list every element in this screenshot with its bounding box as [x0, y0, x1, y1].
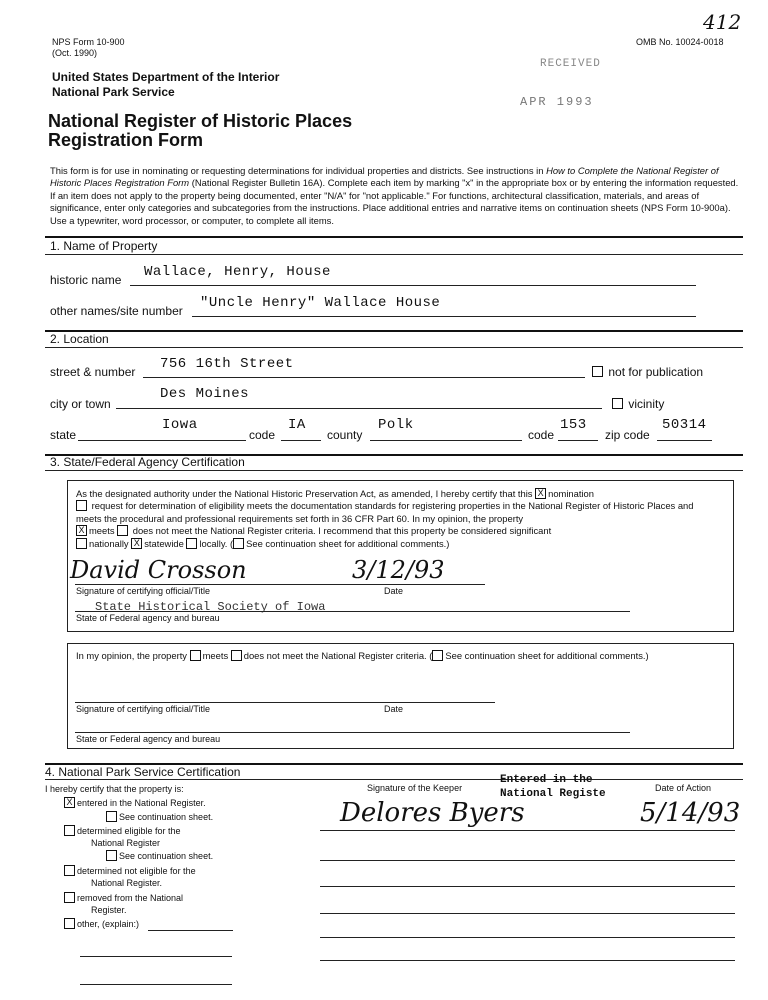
other-names-line	[192, 316, 696, 317]
zip-label: zip code	[605, 428, 650, 442]
option-not-eligible-cont: National Register.	[91, 878, 163, 888]
section2-underline	[45, 347, 743, 348]
other-names-field[interactable]: "Uncle Henry" Wallace House	[200, 295, 441, 311]
option-eligible-see-cont[interactable]: See continuation sheet.	[106, 851, 213, 862]
state-field[interactable]: Iowa	[162, 417, 198, 433]
locally-checkbox[interactable]	[186, 538, 197, 549]
section3-heading: 3. State/Federal Agency Certification	[50, 455, 245, 469]
action-date-handwritten: 5/14/93	[640, 798, 741, 828]
keeper-label: Signature of the Keeper	[367, 783, 463, 793]
option-eligible-cont: National Register	[91, 838, 161, 848]
option-removed-cont: Register.	[91, 905, 127, 915]
agency-field[interactable]: State Historical Society of Iowa	[95, 600, 326, 614]
section4-underline	[45, 779, 743, 780]
meets-checkbox[interactable]: X	[76, 525, 87, 536]
street-line	[143, 377, 585, 378]
keeper-line-4	[320, 913, 735, 914]
received-stamp: RECEIVED	[540, 58, 601, 70]
option-entered-see-cont[interactable]: See continuation sheet.	[106, 812, 213, 823]
state-line	[78, 440, 246, 441]
date-of-action-label: Date of Action	[655, 783, 712, 793]
form-date: (Oct. 1990)	[52, 48, 98, 58]
intro-paragraph: This form is for use in nominating or requesting determinations for individual properties and districts. See instructions in How to Complete the National Register of Historic Places Registration Form (National Register Bulletin 16A). Complete each item by marking "x" in the appropriate box or by entering the information requested. If an item does not apply to the property being documented, enter "N/A" for "not applicable." For functions, architectural classification, materials, and areas of significance, enter only categories and subcategories from the instructions. Place additional entries and narrative items on continuation sheets (NPS Form 10-900a). Use a typewriter, word processor, or computer, to complete all items.	[50, 165, 739, 226]
option-eligible[interactable]: determined eligible for the	[64, 826, 181, 837]
historic-name-field[interactable]: Wallace, Henry, House	[144, 264, 331, 280]
not-for-publication-checkbox[interactable]	[592, 366, 603, 377]
keeper-line-5	[320, 937, 735, 938]
keeper-line-2	[320, 860, 735, 861]
statewide-checkbox[interactable]: X	[131, 538, 142, 549]
state-code-label: code	[249, 428, 276, 442]
city-line	[116, 408, 602, 409]
eligible-checkbox[interactable]	[64, 825, 75, 836]
keeper-line-3	[320, 886, 735, 887]
section3-underline	[45, 470, 743, 471]
city-field[interactable]: Des Moines	[160, 386, 250, 402]
request-determination-checkbox[interactable]	[76, 500, 87, 511]
certification-date-handwritten: 3/12/93	[352, 556, 445, 584]
not-for-publication-option[interactable]: not for publication	[592, 365, 703, 379]
county-code-line	[558, 440, 598, 441]
state-label: state	[50, 428, 77, 442]
state-code-line	[281, 440, 321, 441]
state-code-field[interactable]: IA	[288, 417, 306, 433]
other-names-label: other names/site number	[50, 304, 183, 318]
entered-see-continuation-checkbox[interactable]	[106, 811, 117, 822]
signature2-label: Signature of certifying official/Title	[76, 704, 211, 714]
form-title-line2: Registration Form	[48, 130, 204, 150]
other-explain-line	[148, 930, 233, 931]
agency-label: State of Federal agency and bureau	[76, 613, 220, 623]
county-label: county	[327, 428, 363, 442]
entered-stamp-line1: Entered in the	[500, 774, 593, 786]
zip-field[interactable]: 50314	[662, 417, 707, 433]
opinion-does-not-meet-checkbox[interactable]	[231, 650, 242, 661]
nomination-checkbox[interactable]: X	[535, 488, 546, 499]
form-number: NPS Form 10-900	[52, 37, 125, 47]
keeper-line-1	[320, 830, 735, 831]
historic-name-line	[130, 285, 696, 286]
entered-checkbox[interactable]: X	[64, 797, 75, 808]
section1-heading: 1. Name of Property	[50, 239, 158, 253]
vicinity-option[interactable]: vicinity	[612, 397, 664, 411]
city-label: city or town	[50, 397, 111, 411]
other-line-2	[80, 956, 232, 957]
department: United States Department of the Interior	[52, 70, 280, 84]
section1-rule	[45, 236, 743, 238]
date-label: Date	[384, 586, 404, 596]
agency2-line	[75, 732, 630, 733]
section4-heading: 4. National Park Service Certification	[45, 765, 241, 779]
county-code-field[interactable]: 153	[560, 417, 587, 433]
keeper-signature: Delores Byers	[340, 798, 525, 828]
section1-underline	[45, 254, 743, 255]
option-removed[interactable]: removed from the National	[64, 893, 183, 904]
eligible-see-continuation-checkbox[interactable]	[106, 850, 117, 861]
county-code-label: code	[528, 428, 555, 442]
zip-line	[657, 440, 712, 441]
other-line-3	[80, 984, 232, 985]
signature-label: Signature of certifying official/Title	[76, 586, 211, 596]
vicinity-checkbox[interactable]	[612, 398, 623, 409]
certification-text: As the designated authority under the National Historic Preservation Act, as amended, I hereby certify that this X nomination request for determination of eligibility meets the documentation standards for registering properties in the National Register of Historic Places and meets the procedural and professional requirements set forth in 36 CFR Part 60. In my opinion, the property X meets does not meet the National Register criteria. I recommend that this property be considered significant nationally X statewide locally. ( See continuation sheet for additional comments.)	[76, 488, 694, 549]
opinion-see-continuation-checkbox[interactable]	[432, 650, 443, 661]
service: National Park Service	[52, 85, 175, 99]
section2-heading: 2. Location	[50, 332, 109, 346]
form-title-line1: National Register of Historic Places	[48, 111, 353, 131]
date2-label: Date	[384, 704, 404, 714]
not-eligible-checkbox[interactable]	[64, 865, 75, 876]
signature-line	[75, 584, 485, 585]
entered-stamp-line2: National Registe	[500, 788, 606, 800]
agency-line	[75, 611, 630, 612]
nationally-checkbox[interactable]	[76, 538, 87, 549]
opinion-text: In my opinion, the property meets does not meet the National Register criteria. ( See continuation sheet for additional comments.)	[76, 650, 649, 661]
option-entered[interactable]: X entered in the National Register.	[64, 798, 206, 809]
agency2-label: State or Federal agency and bureau	[76, 734, 221, 744]
opinion-meets-checkbox[interactable]	[190, 650, 201, 661]
received-stamp-date: APR 1993	[520, 95, 594, 109]
does-not-meet-checkbox[interactable]	[117, 525, 128, 536]
option-not-eligible[interactable]: determined not eligible for the	[64, 866, 196, 877]
see-continuation-checkbox[interactable]	[233, 538, 244, 549]
nps-intro: I hereby certify that the property is:	[45, 784, 184, 794]
keeper-line-6	[320, 960, 735, 961]
option-other[interactable]: other, (explain:)	[64, 919, 139, 930]
street-label: street & number	[50, 365, 136, 379]
signature2-line	[75, 702, 495, 703]
county-field[interactable]: Polk	[378, 417, 414, 433]
omb-number: OMB No. 10024-0018	[636, 37, 724, 47]
other-checkbox[interactable]	[64, 918, 75, 929]
corner-handwritten-mark: 412	[703, 10, 742, 34]
street-field[interactable]: 756 16th Street	[160, 356, 294, 372]
historic-name-label: historic name	[50, 273, 122, 287]
certifying-signature: David Crosson	[70, 556, 247, 584]
removed-checkbox[interactable]	[64, 892, 75, 903]
county-line	[370, 440, 522, 441]
section2-rule	[45, 330, 743, 332]
